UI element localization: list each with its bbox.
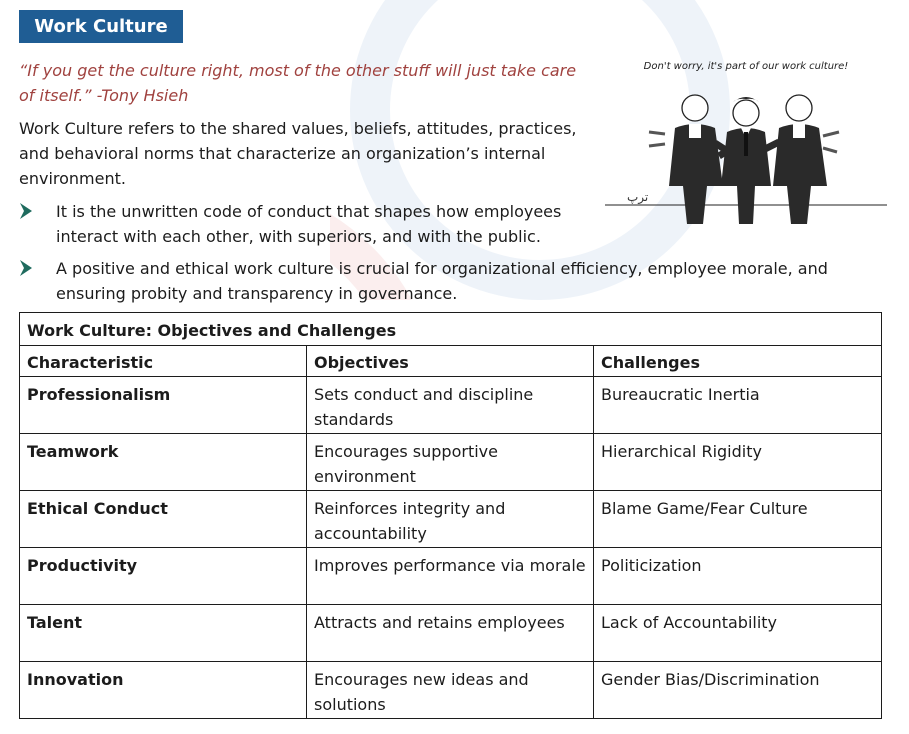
chevron-right-icon [19,259,33,277]
table-row [20,662,882,719]
table-row [20,491,882,548]
characteristic-cell: Talent [20,605,307,662]
challenge-cell: Politicization [594,548,882,605]
objective-cell: Encourages supportive environment [307,434,594,491]
cartoon-illustration [605,58,887,224]
chevron-right-icon [19,202,33,220]
objective-cell: Improves performance via morale [307,548,594,605]
table-row [20,377,882,434]
signature: ترپ [627,190,649,204]
quote-text: “If you get the culture right, most of the other stuff will just take care of itself.” -Tony Hsieh [19,61,577,105]
bullet-item [19,256,884,306]
challenge-cell: Bureaucratic Inertia [594,377,882,434]
characteristic-cell: Professionalism [20,377,307,434]
table-row [20,605,882,662]
objectives-challenges-table [19,312,882,719]
bullet-text: It is the unwritten code of conduct that shapes how employees interact with each other, with superiors, and with the public. [56,202,562,246]
column-header-challenges: Challenges [594,346,882,377]
column-header-objectives: Objectives [307,346,594,377]
characteristic-cell: Innovation [20,662,307,719]
challenge-cell: Hierarchical Rigidity [594,434,882,491]
objective-cell: Encourages new ideas and solutions [307,662,594,719]
objective-cell: Sets conduct and discipline standards [307,377,594,434]
bullet-text: A positive and ethical work culture is crucial for organizational efficiency, employee morale, and ensuring probity and transparency in governance. [56,259,828,303]
characteristic-cell: Teamwork [20,434,307,491]
table-row [20,434,882,491]
characteristic-cell: Productivity [20,548,307,605]
table-title: Work Culture: Objectives and Challenges [20,313,882,346]
objective-cell: Reinforces integrity and accountability [307,491,594,548]
table-row [20,548,882,605]
characteristic-cell: Ethical Conduct [20,491,307,548]
section-heading: Work Culture [19,10,183,43]
cartoon-drawing [605,58,887,224]
challenge-cell: Lack of Accountability [594,605,882,662]
cartoon-caption: Don't worry, it's part of our work culture! [643,61,849,72]
column-header-characteristic: Characteristic [20,346,307,377]
intro-paragraph: Work Culture refers to the shared values, beliefs, attitudes, practices, and behavioral norms that characterize an organization’s internal environment. [19,119,577,188]
challenge-cell: Gender Bias/Discrimination [594,662,882,719]
challenge-cell: Blame Game/Fear Culture [594,491,882,548]
bullet-item [19,199,594,249]
objective-cell: Attracts and retains employees [307,605,594,662]
